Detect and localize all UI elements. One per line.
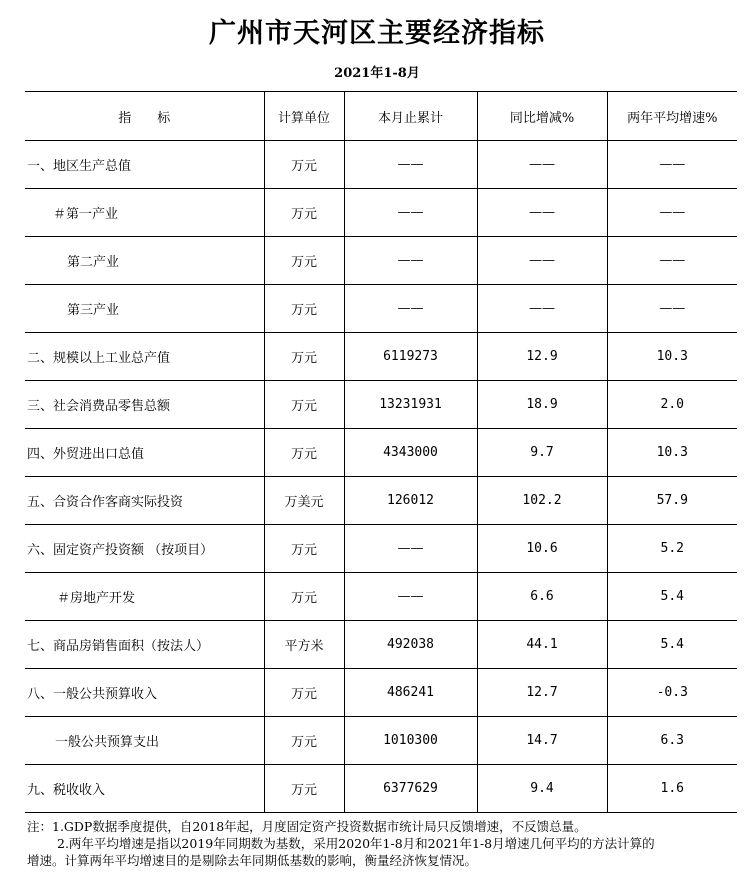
indicator-avg-growth: 10.3 [607, 429, 737, 477]
header-unit: 计算单位 [264, 92, 344, 141]
report-period: 2021年1-8月 [334, 66, 420, 81]
indicator-name: 一、地区生产总值 [25, 141, 264, 189]
table-row [25, 381, 737, 429]
indicator-avg-growth: 1.6 [607, 765, 737, 813]
page-title: 广州市天河区主要经济指标 [209, 18, 545, 49]
indicator-avg-growth: 5.2 [607, 525, 737, 573]
table-row [25, 573, 737, 621]
header-cumulative: 本月止累计 [344, 92, 477, 141]
indicator-cumulative: —— [344, 141, 477, 189]
indicator-name: ＃第一产业 [25, 189, 264, 237]
header-indicator: 指 标 [25, 92, 264, 141]
indicator-avg-growth: 2.0 [607, 381, 737, 429]
footnote-1: 注：1.GDP数据季度提供，自2018年起，月度固定资产投资数据市统计局只反馈增速，不反馈总量。 [27, 819, 587, 834]
indicator-name: 六、固定资产投资额 （按项目） [25, 525, 264, 573]
indicator-yoy: 102.2 [477, 477, 607, 525]
table-row [25, 189, 737, 237]
indicator-yoy: 9.4 [477, 765, 607, 813]
table-row [25, 477, 737, 525]
indicator-avg-growth: —— [607, 285, 737, 333]
indicator-avg-growth: 10.3 [607, 333, 737, 381]
indicator-yoy: —— [477, 141, 607, 189]
indicator-avg-growth: -0.3 [607, 669, 737, 717]
indicator-avg-growth: 57.9 [607, 477, 737, 525]
indicator-yoy: 44.1 [477, 621, 607, 669]
table-row [25, 333, 737, 381]
table-row [25, 141, 737, 189]
indicator-yoy: —— [477, 285, 607, 333]
header-avg-growth: 两年平均增速% [607, 92, 737, 141]
indicator-unit: 万元 [264, 669, 344, 717]
indicator-cumulative: —— [344, 237, 477, 285]
indicator-cumulative: 6119273 [344, 333, 477, 381]
indicator-name: 九、税收收入 [25, 765, 264, 813]
indicator-yoy: 12.9 [477, 333, 607, 381]
indicator-unit: 万元 [264, 765, 344, 813]
table-row [25, 621, 737, 669]
indicator-yoy: 9.7 [477, 429, 607, 477]
indicator-cumulative: 13231931 [344, 381, 477, 429]
indicator-yoy: 10.6 [477, 525, 607, 573]
indicator-unit: 万元 [264, 717, 344, 765]
indicator-cumulative: —— [344, 573, 477, 621]
indicator-name: 一般公共预算支出 [25, 717, 264, 765]
indicator-cumulative: 486241 [344, 669, 477, 717]
indicator-yoy: 12.7 [477, 669, 607, 717]
indicator-name: 四、外贸进出口总值 [25, 429, 264, 477]
table-row [25, 237, 737, 285]
indicator-cumulative: 126012 [344, 477, 477, 525]
table-row [25, 429, 737, 477]
footnote-2: 2.两年平均增速是指以2019年同期数为基数，采用2020年1-8月和2021年1-8月增速几何平均的方法计算的 [57, 836, 655, 851]
footnote-2-continued: 增速。计算两年平均增速目的是剔除去年同期低基数的影响，衡量经济恢复情况。 [27, 853, 478, 868]
header-yoy: 同比增减% [477, 92, 607, 141]
indicator-name: 五、合资合作客商实际投资 [25, 477, 264, 525]
indicator-cumulative: —— [344, 189, 477, 237]
indicator-cumulative: 492038 [344, 621, 477, 669]
indicator-unit: 万元 [264, 525, 344, 573]
indicator-avg-growth: —— [607, 237, 737, 285]
indicator-yoy: —— [477, 189, 607, 237]
indicator-yoy: 18.9 [477, 381, 607, 429]
table-row [25, 669, 737, 717]
indicator-avg-growth: 5.4 [607, 573, 737, 621]
indicator-avg-growth: 5.4 [607, 621, 737, 669]
indicator-unit: 万元 [264, 429, 344, 477]
indicator-cumulative: 4343000 [344, 429, 477, 477]
indicator-cumulative: —— [344, 285, 477, 333]
indicator-avg-growth: 6.3 [607, 717, 737, 765]
indicator-cumulative: —— [344, 525, 477, 573]
indicator-unit: 万元 [264, 237, 344, 285]
indicator-name: 第二产业 [25, 237, 264, 285]
indicator-name: 八、一般公共预算收入 [25, 669, 264, 717]
indicator-yoy: —— [477, 237, 607, 285]
indicator-unit: 万元 [264, 285, 344, 333]
table-header-row [25, 92, 737, 141]
table-row [25, 285, 737, 333]
table-row [25, 765, 737, 813]
indicator-avg-growth: —— [607, 141, 737, 189]
indicator-unit: 万元 [264, 189, 344, 237]
indicator-yoy: 6.6 [477, 573, 607, 621]
table-row [25, 717, 737, 765]
indicator-unit: 万元 [264, 141, 344, 189]
table-row [25, 525, 737, 573]
footnotes [27, 818, 727, 869]
indicator-cumulative: 6377629 [344, 765, 477, 813]
indicator-name: ＃房地产开发 [25, 573, 264, 621]
indicator-name: 第三产业 [25, 285, 264, 333]
indicator-avg-growth: —— [607, 189, 737, 237]
indicator-unit: 万元 [264, 573, 344, 621]
indicator-yoy: 14.7 [477, 717, 607, 765]
indicator-name: 二、规模以上工业总产值 [25, 333, 264, 381]
indicators-table [25, 91, 737, 813]
indicator-name: 七、商品房销售面积（按法人） [25, 621, 264, 669]
indicator-cumulative: 1010300 [344, 717, 477, 765]
indicator-unit: 万元 [264, 381, 344, 429]
indicator-unit: 万元 [264, 333, 344, 381]
indicator-unit: 万美元 [264, 477, 344, 525]
indicator-unit: 平方米 [264, 621, 344, 669]
indicator-name: 三、社会消费品零售总额 [25, 381, 264, 429]
